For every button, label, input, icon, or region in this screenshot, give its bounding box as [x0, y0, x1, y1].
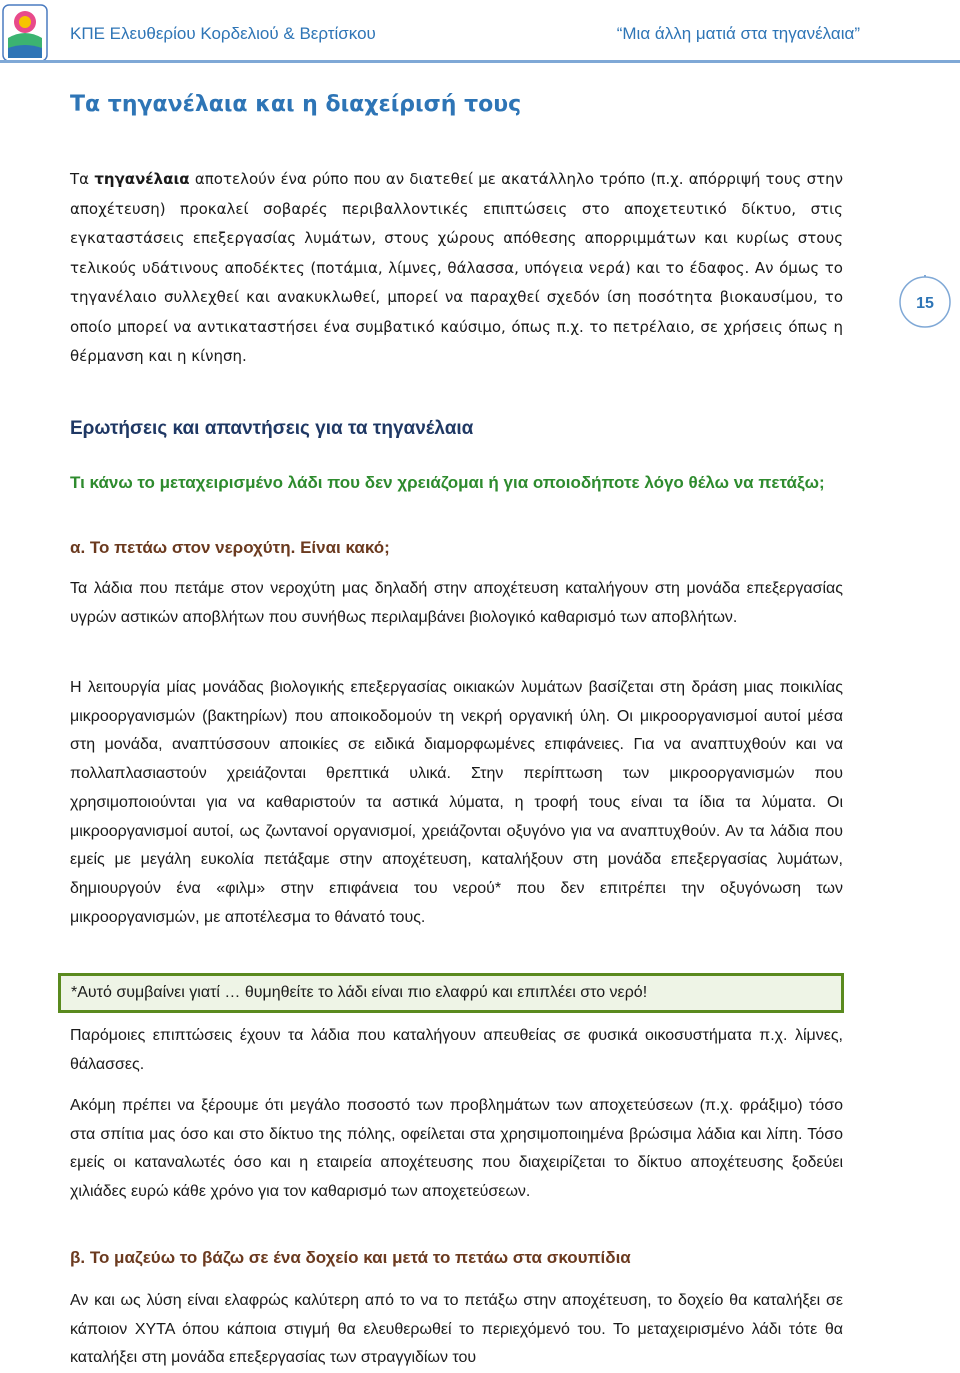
paragraph-1: Τα λάδια που πετάμε στον νεροχύτη μας δηλαδή στην αποχέτευση καταλήγουν στη μονάδα επεξεργασίας υγρών αστικών αποβλήτων που συνήθως περιλαμβάνει βιολογικό καθαρισμό των αποβλήτων. — [70, 580, 843, 626]
paragraph-4: Ακόμη πρέπει να ξέρουμε ότι μεγάλο ποσοστό των προβλημάτων των αποχετεύσεων (π.χ. φράξιμο) τόσο στα σπίτια μας όσο και στο δίκτυο της πόλης, οφείλεται στα χρησιμοποιημένα βρώσιμα λάδια και λίπη. Τόσο εμείς οι καταναλωτές όσο και η εταιρεία αποχέτευσης που διαχειρίζεται το δίκτυο αποχέτευσης ξοδεύει χιλιάδες ευρώ κάθε χρόνο για τον καθαρισμό των αποχετεύσεων. — [70, 1097, 843, 1201]
page-header — [0, 0, 960, 68]
paragraph-5: Αν και ως λύση είναι ελαφρώς καλύτερη από το να το πετάξω στην αποχέτευση, το δοχείο θα καταλήξει σε κάποιον ΧΥΤΑ όπου κάποια στιγμή θα ελευθερωθεί το περιεχόμενό του. Το μεταχειρισμένο λάδι τότε θα καταλήξει στη μονάδα επεξεργασίας των στραγγιδίων του — [70, 1292, 843, 1367]
header-program-title: “Μια άλλη ματιά στα τηγανέλαια” — [616, 24, 860, 43]
header-school-name: ΚΠΕ Ελευθερίου Κορδελιού & Βερτίσκου — [70, 24, 376, 43]
page-number-badge — [897, 273, 953, 329]
paragraph-2: Η λειτουργία μίας μονάδας βιολογικής επεξεργασίας οικιακών λυμάτων βασίζεται στη δράση μιας ποικιλίας μικροοργανισμών (βακτηρίων) που αποικοδομούν τη νεκρή οργανική ύλη. Οι μικροοργανισμοί αυτοί μέσα στη μονάδα, αναπτύσσουν αποικίες σε ειδικά διαμορφωμένες επιφάνειες. Για να αναπτυχθούν και να πολλαπλασιαστούν χρειάζονται θρεπτικά υλικά. Στην περίπτωση των μικροοργανισμών που χρησιμοποιούνται για να καθαριστούν τα αστικά λύματα, η τροφή τους είναι τα ίδια τα λύματα. Οι μικροοργανισμοί αυτοί, ως ζωντανοί οργανισμοί, χρειάζονται οξυγόνο για να αναπτυχθούν. Αν τα λάδια που εμείς με μεγάλη ευκολία πετάξαμε στην αποχέτευση, καταλήξουν στη μονάδα επεξεργασίας λυμάτων, δημιουργούν ένα «φιλμ» στην επιφάνεια του νερού* που δεν επιτρέπει την οξυγόνωση των μικροοργανισμών, με αποτέλεσμα το θάνατό τους. — [70, 679, 843, 926]
page-title: Τα τηγανέλαια και η διαχείρισή τους — [70, 92, 522, 117]
page-number: 15 — [916, 295, 934, 312]
answer-a-heading: α. Το πετάω στον νεροχύτη. Είναι κακό; — [70, 538, 390, 557]
intro-paragraph — [70, 165, 843, 372]
intro-bold-term: τηγανέλαια — [94, 170, 190, 188]
paragraph-3: Παρόμοιες επιπτώσεις έχουν τα λάδια που καταλήγουν απευθείας σε φυσικά οικοσυστήματα π.χ. λίμνες, θάλασσες. — [70, 1027, 843, 1073]
question: Τι κάνω το μεταχειρισμένο λάδι που δεν χρειάζομαι ή για οποιοδήποτε λόγο θέλω να πετάξω; — [70, 473, 825, 492]
note-box: *Αυτό συμβαίνει γιατί … θυμηθείτε το λάδι είναι πιο ελαφρύ και επιπλέει στο νερό! — [58, 973, 844, 1013]
qa-heading: Ερωτήσεις και απαντήσεις για τα τηγανέλαια — [70, 418, 474, 439]
intro-lead: Τα — [70, 170, 95, 188]
answer-b-heading: β. Το μαζεύω το βάζω σε ένα δοχείο και μετά το πετάω στα σκουπίδια — [70, 1248, 631, 1267]
intro-rest: αποτελούν ένα ρύπο που αν διατεθεί με ακατάλληλο τρόπο (π.χ. απόρριψή τους στην αποχέτευση) προκαλεί σοβαρές περιβαλλοντικές επιπτώσεις στο αποχετευτικό δίκτυο, στις εγκαταστάσεις επεξεργασίας λυμάτων, στους χώρους απόθεσης απορριμμάτων και κυρίως στους τελικούς υδάτινους αποδέκτες (ποτάμια, λίμνες, θάλασσα, υπόγεια νερά) και το έδαφος. Αν όμως το τηγανέλαιο συλλεχθεί και ανακυκλωθεί, μπορεί να παραχθεί σχεδόν ίση ποσότητα βιοκαυσίμου, το οποίο μπορεί να αντικαταστήσει ένα συμβατικό καύσιμο, όπως π.χ. το πετρέλαιο, σε χρήσεις όπως η θέρμανση και η κίνηση. — [70, 170, 843, 365]
header-divider — [0, 60, 960, 63]
kpe-logo-icon — [2, 4, 48, 62]
